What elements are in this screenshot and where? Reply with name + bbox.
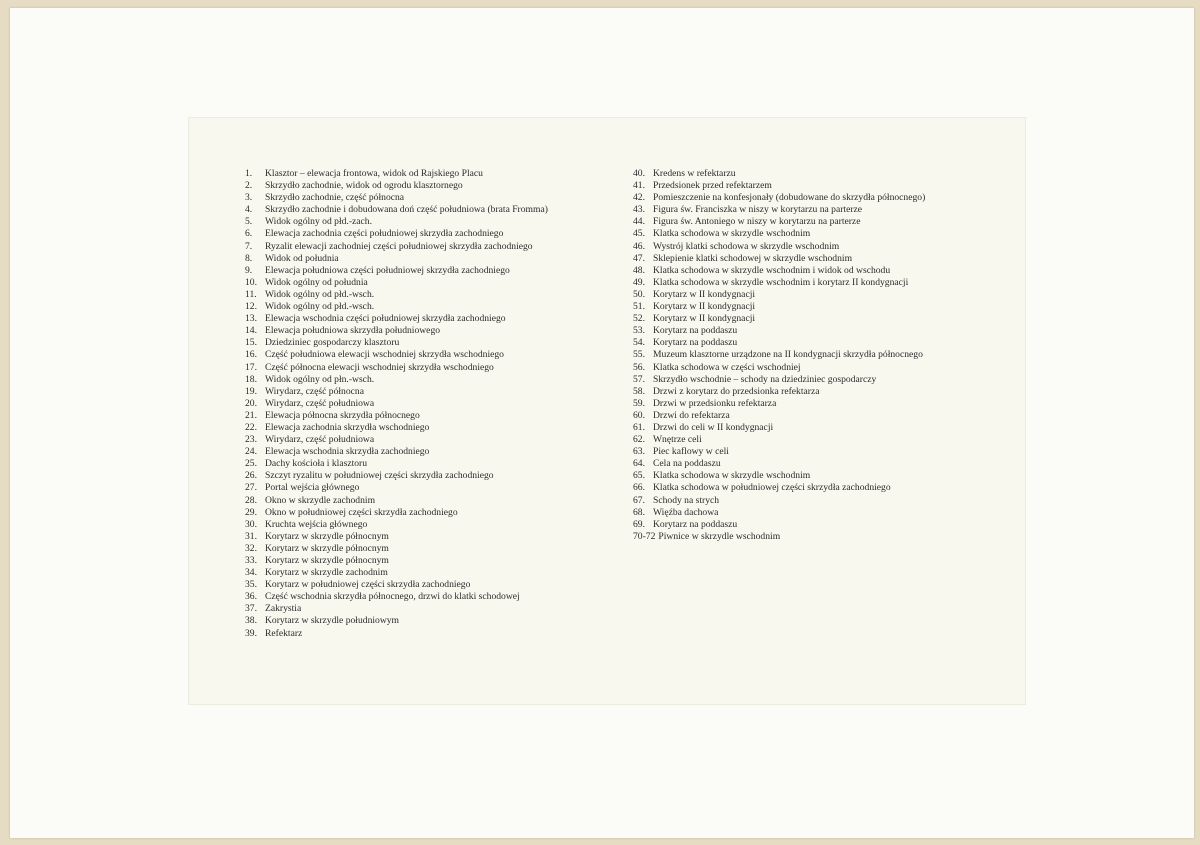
list-item [245, 301, 548, 313]
item-caption: Widok ogólny od południa [265, 276, 368, 288]
item-number: 67. [633, 494, 645, 506]
item-number: 15. [245, 337, 257, 349]
item-number: 9. [245, 264, 253, 276]
item-number: 61. [633, 421, 645, 433]
item-caption: Skrzydło zachodnie, widok od ogrodu klasztornego [265, 180, 463, 192]
item-caption: Klatka schodowa w skrzydle wschodnim i widok od wschodu [653, 264, 891, 276]
item-number: 6. [245, 228, 253, 240]
list-item [633, 265, 925, 277]
list-item [245, 386, 548, 398]
item-number: 27. [245, 482, 257, 494]
item-caption: Widok ogólny od płd.-wsch. [265, 288, 375, 300]
item-number: 31. [245, 530, 257, 542]
item-caption: Portal wejścia głównego [265, 482, 360, 494]
item-number: 24. [245, 446, 257, 458]
item-caption: Drzwi z korytarz do przedsionka refektarza [653, 385, 820, 397]
item-caption: Widok ogólny od płn.-wsch. [265, 373, 375, 385]
item-number: 20. [245, 397, 257, 409]
list-item [245, 591, 548, 603]
item-caption: Korytarz na poddaszu [653, 325, 738, 337]
item-number: 37. [245, 603, 257, 615]
item-number: 29. [245, 506, 257, 518]
item-number: 14. [245, 325, 257, 337]
item-caption: Korytarz w skrzydle północnym [265, 542, 389, 554]
item-caption: Piec kaflowy w celi [653, 446, 729, 458]
item-caption: Pomieszczenie na konfesjonały (dobudowane do skrzydła północnego) [653, 192, 926, 204]
list-item [633, 434, 925, 446]
list-item [633, 241, 925, 253]
item-caption: Korytarz w skrzydle północnym [265, 530, 389, 542]
item-caption: Elewacja północna skrzydła północnego [265, 409, 420, 421]
item-caption: Wirydarz, część południowa [265, 434, 375, 446]
item-number: 44. [633, 216, 645, 228]
item-number: 55. [633, 349, 645, 361]
item-caption: Drzwi do celi w II kondygnacji [653, 421, 774, 433]
list-item [633, 180, 925, 192]
list-item [245, 507, 548, 519]
list-item [633, 301, 925, 313]
item-caption: Skrzydło zachodnie, część północna [265, 192, 405, 204]
item-number: 47. [633, 252, 645, 264]
item-caption: Część północna elewacji wschodniej skrzydła wschodniego [265, 361, 494, 373]
list-item [245, 180, 548, 192]
item-caption: Korytarz w II kondygnacji [653, 288, 756, 300]
item-number: 18. [245, 373, 257, 385]
item-number: 30. [245, 518, 257, 530]
list-item [633, 446, 925, 458]
item-number: 45. [633, 228, 645, 240]
item-caption: Refektarz [265, 627, 303, 639]
list-item [633, 482, 925, 494]
item-number: 56. [633, 361, 645, 373]
item-caption: Korytarz w skrzydle południowym [265, 615, 400, 627]
item-caption: Elewacja zachodnia skrzydła wschodniego [265, 421, 430, 433]
list-item [245, 362, 548, 374]
item-number: 43. [633, 204, 645, 216]
item-number: 46. [633, 240, 645, 252]
list-item [245, 337, 548, 349]
list-item [633, 398, 925, 410]
list-item [245, 482, 548, 494]
item-caption: Dachy kościoła i klasztoru [265, 458, 368, 470]
list-item [633, 204, 925, 216]
list-item [633, 519, 925, 531]
item-number: 58. [633, 385, 645, 397]
list-item [245, 615, 548, 627]
item-number: 68. [633, 506, 645, 518]
item-caption: Korytarz w II kondygnacji [653, 313, 756, 325]
item-caption: Klasztor – elewacja frontowa, widok od Rajskiego Placu [265, 168, 483, 179]
item-number: 2. [245, 180, 253, 192]
item-caption: Drzwi w przedsionku refektarza [653, 397, 777, 409]
item-number: 49. [633, 276, 645, 288]
item-caption: Elewacja wschodnia skrzydła zachodniego [265, 446, 430, 458]
item-caption: Okno w południowej części skrzydła zachodniego [265, 506, 458, 518]
item-number: 41. [633, 180, 645, 192]
list-item [633, 325, 925, 337]
list-item [245, 410, 548, 422]
item-number: 40. [633, 168, 645, 179]
item-number: 54. [633, 337, 645, 349]
item-caption: Elewacja południowa skrzydła południowego [265, 325, 441, 337]
list-item [633, 253, 925, 265]
list-item [245, 434, 548, 446]
list-item [245, 470, 548, 482]
item-caption: Korytarz w południowej części skrzydła zachodniego [265, 579, 471, 591]
item-caption: Figura św. Franciszka w niszy w korytarzu na parterze [653, 204, 863, 216]
item-caption: Kruchta wejścia głównego [265, 518, 368, 530]
item-number: 38. [245, 615, 257, 627]
item-number: 25. [245, 458, 257, 470]
list-item [633, 374, 925, 386]
item-caption: Klatka schodowa w części wschodniej [653, 361, 801, 373]
item-caption: Korytarz w skrzydle zachodnim [265, 567, 388, 579]
item-caption: Skrzydło zachodnie i dobudowana doń część południowa (brata Fromma) [265, 204, 548, 216]
item-caption: Więźba dachowa [653, 506, 719, 518]
item-number: 22. [245, 421, 257, 433]
item-caption: Wnętrze celi [653, 434, 702, 446]
item-caption: Widok ogólny od płd.-wsch. [265, 301, 375, 313]
item-number: 1. [245, 168, 253, 179]
item-number: 11. [245, 288, 257, 300]
item-number: 23. [245, 434, 257, 446]
item-caption: Piwnice w skrzydle wschodnim [658, 530, 781, 542]
item-number: 12. [245, 301, 257, 313]
item-caption: Elewacja południowa części południowej skrzydła zachodniego [265, 264, 510, 276]
item-number: 10. [245, 276, 257, 288]
item-number: 39. [245, 627, 257, 639]
item-number: 17. [245, 361, 257, 373]
item-number: 69. [633, 518, 645, 530]
item-caption: Korytarz w skrzydle północnym [265, 555, 389, 566]
item-caption: Cela na poddaszu [653, 458, 721, 470]
list-item [245, 567, 548, 579]
list-item [245, 228, 548, 240]
item-number: 3. [245, 192, 253, 204]
item-caption: Widok ogólny od płd.-zach. [265, 216, 372, 228]
list-item [245, 446, 548, 458]
list-item [633, 216, 925, 228]
item-caption: Muzeum klasztorne urządzone na II kondygnacji skrzydła północnego [653, 349, 923, 361]
list-item [633, 410, 925, 422]
list-item [633, 507, 925, 519]
item-number: 36. [245, 591, 257, 603]
item-caption: Wystrój klatki schodowa w skrzydle wschodnim [653, 240, 840, 252]
item-caption: Ryzalit elewacji zachodniej części południowej skrzydła zachodniego [265, 240, 533, 252]
list-item [633, 362, 925, 374]
item-number: 57. [633, 373, 645, 385]
list-item [245, 289, 548, 301]
list-item [633, 349, 925, 361]
item-caption: Skrzydło wschodnie – schody na dziedziniec gospodarczy [653, 373, 877, 385]
item-caption: Wirydarz, część północna [265, 385, 364, 397]
list-item [245, 531, 548, 543]
item-caption: Figura św. Antoniego w niszy w korytarzu na parterze [653, 216, 861, 228]
item-number: 13. [245, 313, 257, 325]
list-item [633, 192, 925, 204]
item-caption: Wirydarz, część południowa [265, 397, 375, 409]
item-number: 66. [633, 482, 645, 494]
item-number: 5. [245, 216, 253, 228]
item-number: 34. [245, 567, 257, 579]
list-item [245, 253, 548, 265]
item-number: 8. [245, 252, 253, 264]
item-number: 60. [633, 409, 645, 421]
item-caption: Korytarz w II kondygnacji [653, 301, 756, 313]
list-item [245, 192, 548, 204]
item-caption: Klatka schodowa w skrzydle wschodnim [653, 228, 811, 240]
item-caption: Klatka schodowa w skrzydle wschodnim [653, 470, 811, 482]
list-item [633, 289, 925, 301]
list-item [633, 422, 925, 434]
list-item [245, 277, 548, 289]
item-number: 35. [245, 579, 257, 591]
item-caption: Elewacja zachodnia części południowej skrzydła zachodniego [265, 228, 504, 240]
photo-list-left-column [245, 168, 548, 640]
list-item [633, 470, 925, 482]
list-item [245, 265, 548, 277]
item-number: 70-72 [633, 530, 656, 542]
item-caption: Korytarz na poddaszu [653, 337, 738, 349]
list-item [633, 313, 925, 325]
item-number: 26. [245, 470, 257, 482]
list-item [245, 495, 548, 507]
item-number: 19. [245, 385, 257, 397]
document-sheet [189, 118, 1025, 704]
item-number: 7. [245, 240, 253, 252]
list-item [245, 313, 548, 325]
list-item [245, 204, 548, 216]
list-item [633, 168, 925, 180]
item-caption: Drzwi do refektarza [653, 409, 730, 421]
list-item [245, 374, 548, 386]
item-number: 48. [633, 264, 645, 276]
item-caption: Przedsionek przed refektarzem [653, 180, 772, 192]
list-item [245, 398, 548, 410]
mounting-board [10, 8, 1194, 838]
list-item [633, 531, 925, 543]
item-number: 33. [245, 555, 257, 566]
list-item [245, 519, 548, 531]
item-caption: Część południowa elewacji wschodniej skrzydła wschodniego [265, 349, 504, 361]
item-caption: Kredens w refektarzu [653, 168, 736, 179]
item-number: 52. [633, 313, 645, 325]
item-number: 42. [633, 192, 645, 204]
list-item [245, 325, 548, 337]
item-number: 32. [245, 542, 257, 554]
list-item [245, 241, 548, 253]
item-number: 28. [245, 494, 257, 506]
item-caption: Klatka schodowa w skrzydle wschodnim i korytarz II kondygnacji [653, 276, 909, 288]
list-item [633, 458, 925, 470]
item-caption: Widok od południa [265, 252, 339, 264]
list-item [633, 386, 925, 398]
item-number: 65. [633, 470, 645, 482]
list-item [245, 422, 548, 434]
list-item [633, 495, 925, 507]
list-item [633, 277, 925, 289]
item-number: 51. [633, 301, 645, 313]
item-number: 16. [245, 349, 257, 361]
list-item [245, 168, 548, 180]
list-item [633, 337, 925, 349]
list-item [245, 579, 548, 591]
list-item [245, 628, 548, 640]
item-caption: Sklepienie klatki schodowej w skrzydle wschodnim [653, 252, 853, 264]
list-item [245, 349, 548, 361]
item-number: 62. [633, 434, 645, 446]
item-number: 63. [633, 446, 645, 458]
item-number: 53. [633, 325, 645, 337]
item-number: 4. [245, 204, 253, 216]
item-caption: Korytarz na poddaszu [653, 518, 738, 530]
item-number: 64. [633, 458, 645, 470]
item-number: 59. [633, 397, 645, 409]
item-caption: Część wschodnia skrzydła północnego, drzwi do klatki schodowej [265, 591, 520, 603]
item-caption: Zakrystia [265, 603, 302, 615]
item-caption: Szczyt ryzalitu w południowej części skrzydła zachodniego [265, 470, 494, 482]
list-item [245, 543, 548, 555]
list-item [245, 555, 548, 567]
item-number: 21. [245, 409, 257, 421]
list-item [245, 603, 548, 615]
list-item [633, 228, 925, 240]
list-item [245, 458, 548, 470]
item-number: 50. [633, 288, 645, 300]
item-caption: Elewacja wschodnia części południowej skrzydła zachodniego [265, 313, 506, 325]
list-item [245, 216, 548, 228]
item-caption: Schody na strych [653, 494, 720, 506]
item-caption: Dziedziniec gospodarczy klasztoru [265, 337, 400, 349]
item-caption: Klatka schodowa w południowej części skrzydła zachodniego [653, 482, 891, 494]
item-caption: Okno w skrzydle zachodnim [265, 494, 376, 506]
photo-list-right-column [633, 168, 925, 543]
